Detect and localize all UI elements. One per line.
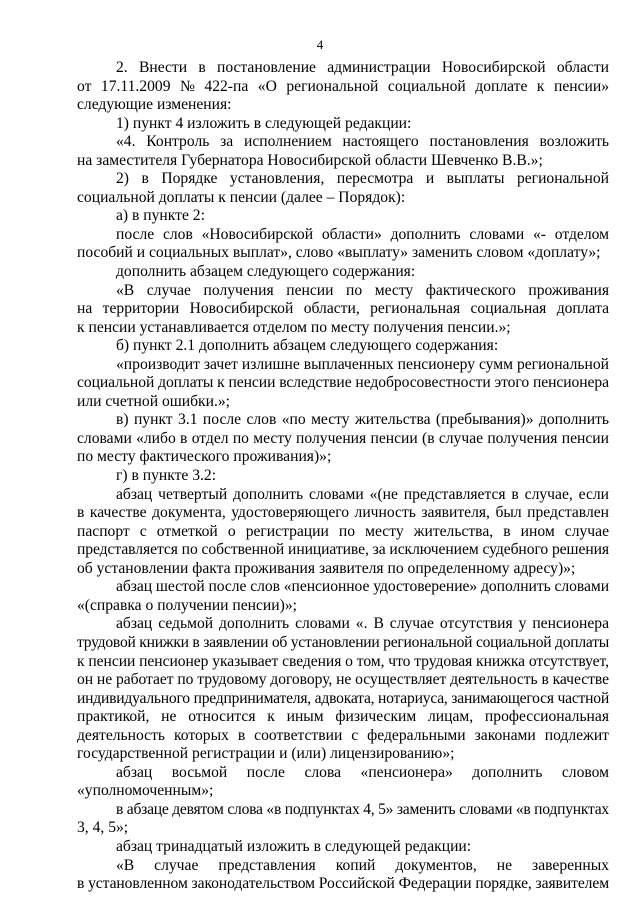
text-line: на территории Новосибирской области, региональная социальная доплата xyxy=(77,300,609,318)
text-line: к пенсии устанавливается отделом по месту получения пенсии.»; xyxy=(77,318,511,336)
text-line: практикой, не относится к иным физическим лицам, профессиональная xyxy=(77,708,609,726)
text-line: а) в пункте 2: xyxy=(116,207,205,225)
text-line: «В случае получения пенсии по месту фактического проживания xyxy=(116,281,609,299)
document-body xyxy=(77,59,609,894)
text-line: абзац тринадцатый изложить в следующей редакции: xyxy=(116,837,472,855)
text-line: после слов «Новосибирской области» дополнить словами «- отделом xyxy=(116,225,609,243)
text-line: от 17.11.2009 № 422-па «О региональной социальной доплате к пенсии» xyxy=(77,77,609,95)
text-line: в абзаце девятом слова «в подпунктах 4, 5» заменить словами «в подпунктах xyxy=(116,800,609,818)
text-line: 1) пункт 4 изложить в следующей редакции: xyxy=(116,114,412,132)
text-line: 2) в Порядке установления, пересмотра и выплаты региональной xyxy=(116,170,609,188)
text-line: об установлении факта проживания заявителя по определенному адресу)»; xyxy=(77,559,576,577)
text-line: 3, 4, 5»; xyxy=(77,819,129,837)
text-line: на заместителя Губернатора Новосибирской области Шевченко В.В.»; xyxy=(77,151,543,169)
text-line: словами «либо в отдел по месту получения пенсии (в случае получения пенсии xyxy=(77,429,609,447)
text-line: социальной доплаты к пенсии (далее – Порядок): xyxy=(77,188,406,206)
text-line: в установленном законодательством Российской Федерации порядке, заявителем xyxy=(77,875,609,893)
text-line: «В случае представления копий документов, не заверенных xyxy=(116,856,609,874)
text-line: абзац шестой после слов «пенсионное удостоверение» дополнить словами xyxy=(116,578,609,596)
text-line: он не работает по трудовому договору, не осуществляет деятельность в качестве xyxy=(77,671,609,689)
text-line: социальной доплаты к пенсии вследствие недобросовестности этого пенсионера xyxy=(77,374,609,392)
text-line: абзац седьмой дополнить словами «. В случае отсутствия у пенсионера xyxy=(116,615,609,633)
text-line: в) пункт 3.1 после слов «по месту жительства (пребывания)» дополнить xyxy=(116,411,609,429)
text-line: представляется по собственной инициативе, за исключением судебного решения xyxy=(77,541,609,559)
text-line: б) пункт 2.1 дополнить абзацем следующего содержания: xyxy=(116,337,499,355)
text-line: государственной регистрации и (или) лицензированию»; xyxy=(77,745,455,763)
text-line: в качестве документа, удостоверяющего личность заявителя, был представлен xyxy=(77,504,609,522)
text-line: трудовой книжки в заявлении об установлении региональной социальной доплаты xyxy=(77,633,609,651)
text-line: «производит зачет излишне выплаченных пенсионеру сумм региональной xyxy=(116,355,609,373)
text-line: индивидуального предпринимателя, адвоката, нотариуса, занимающегося частной xyxy=(77,689,609,707)
text-line: паспорт с отметкой о регистрации по месту жительства, в ином случае xyxy=(77,522,609,540)
text-line: «4. Контроль за исполнением настоящего постановления возложить xyxy=(116,133,609,151)
text-line: по месту фактического проживания)»; xyxy=(77,448,332,466)
text-line: абзац восьмой после слова «пенсионера» дополнить словом xyxy=(116,763,609,781)
text-line: «уполномоченным»; xyxy=(77,782,214,800)
text-line: «(справка о получении пенсии)»; xyxy=(77,596,297,614)
text-line: абзац четвертый дополнить словами «(не представляется в случае, если xyxy=(116,485,609,503)
text-line: 2. Внести в постановление администрации Новосибирской области xyxy=(116,59,609,76)
text-line: г) в пункте 3.2: xyxy=(116,467,217,485)
text-line: пособий и социальных выплат», слово «выплату» заменить словом «доплату»; xyxy=(77,244,601,262)
text-line: к пенсии пенсионер указывает сведения о том, что трудовая книжка отсутствует, xyxy=(77,652,609,670)
text-line: следующие изменения: xyxy=(77,96,232,114)
page-number: 4 xyxy=(316,37,324,52)
text-line: дополнить абзацем следующего содержания: xyxy=(116,263,416,281)
text-line: или счетной ошибки.»; xyxy=(77,392,230,410)
text-line: деятельность которых в соответствии с федеральными законами подлежит xyxy=(77,726,609,744)
